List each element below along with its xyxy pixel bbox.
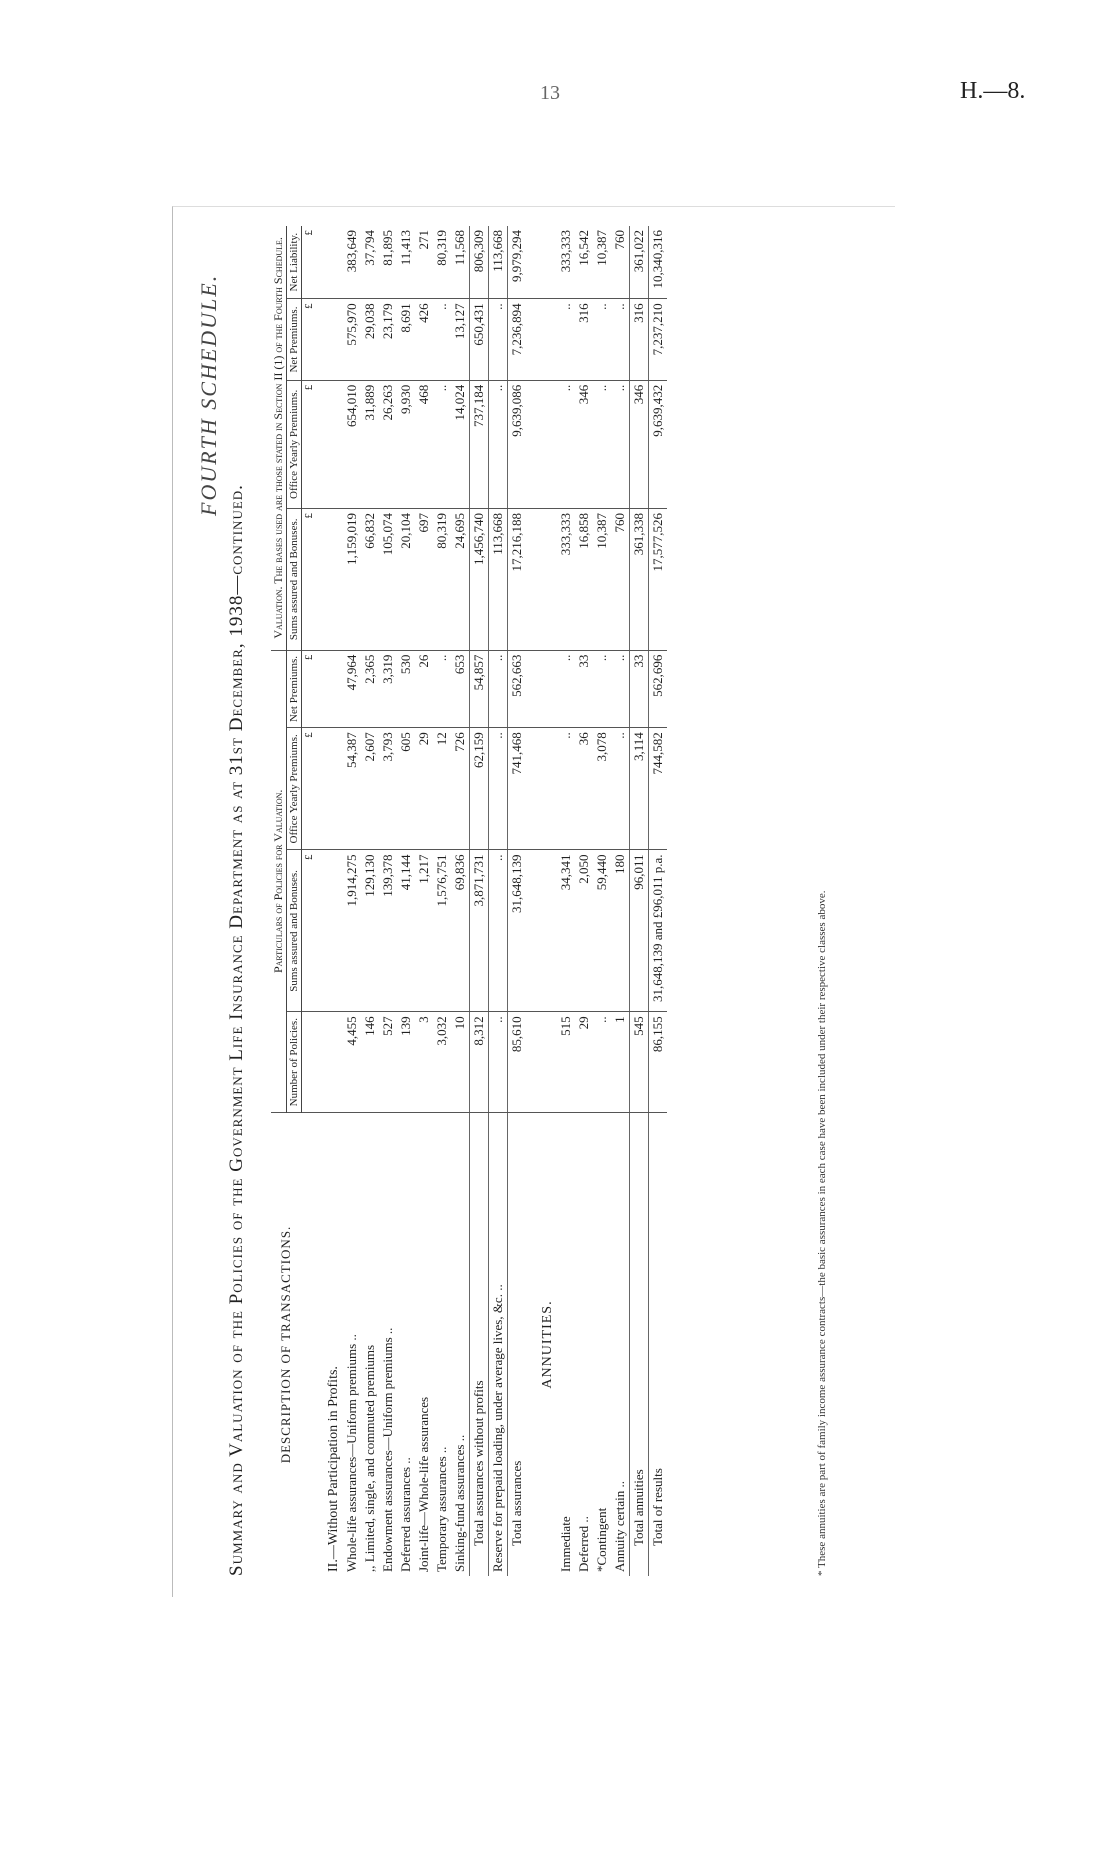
cell-value: 7,237,210 (649, 299, 668, 380)
cell-value: .. (593, 380, 611, 508)
cell-value: 316 (630, 299, 649, 380)
cell-value: 316 (575, 299, 593, 380)
cell-value: .. (433, 380, 451, 508)
annuities-title: ANNUITIES. (540, 1300, 556, 1389)
row-label: Total assurances without profits (470, 1113, 489, 1577)
cell-value: 16,858 (575, 508, 593, 650)
table-row (361, 226, 379, 1576)
table-row (379, 226, 397, 1576)
table-row (433, 226, 451, 1576)
row-label: Total annuities (630, 1113, 649, 1577)
cell-value: 383,649 (343, 226, 361, 299)
col-sums-assured: Sums assured and Bonuses. (287, 850, 302, 1012)
cell-value: 31,648,139 and £96,011 p.a. (649, 850, 668, 1012)
cell-value: 9,979,294 (508, 226, 527, 299)
cell-value: 10 (451, 1012, 470, 1113)
cell-value: 17,216,188 (508, 508, 527, 650)
cell-value: 9,930 (397, 380, 415, 508)
cell-value: 66,832 (361, 508, 379, 650)
cell-value: 605 (397, 728, 415, 850)
row-label: Total assurances (508, 1113, 527, 1577)
cell-value: 361,338 (630, 508, 649, 650)
total-row (630, 226, 649, 1576)
table-row (593, 226, 611, 1576)
cell-value: 29 (575, 1012, 593, 1113)
cell-value: 333,333 (557, 508, 575, 650)
cell-value: 10,387 (593, 508, 611, 650)
cell-value: 129,130 (361, 850, 379, 1012)
cell-value: 31,889 (361, 380, 379, 508)
cell-value: .. (593, 299, 611, 380)
cell-value: 562,663 (508, 650, 527, 728)
cell-value: 13,127 (451, 299, 470, 380)
cell-value: .. (611, 380, 630, 508)
cell-value: 33 (630, 650, 649, 728)
cell-value: 29 (415, 728, 433, 850)
cell-value: 37,794 (361, 226, 379, 299)
table-row (611, 226, 630, 1576)
section-title: II.—Without Participation in Profits. (326, 1366, 342, 1572)
cell-value: 14,024 (451, 380, 470, 508)
schedule-label: FOURTH SCHEDULE. (196, 273, 221, 516)
cell-value: 3,032 (433, 1012, 451, 1113)
cell-value: 806,309 (470, 226, 489, 299)
cell-value: 760 (611, 226, 630, 299)
table-body (302, 226, 668, 1576)
cell-value: .. (557, 299, 575, 380)
cell-value: 3,114 (630, 728, 649, 850)
cell-value: 31,648,139 (508, 850, 527, 1012)
cell-value: 113,668 (489, 226, 508, 299)
cell-value: .. (557, 650, 575, 728)
cell-value: 62,159 (470, 728, 489, 850)
cell-value: 653 (451, 650, 470, 728)
cell-value: 1,217 (415, 850, 433, 1012)
row-label: Deferred assurances .. (398, 1457, 414, 1572)
cell-value: 146 (361, 1012, 379, 1113)
page-number: 13 (540, 82, 560, 104)
currency-symbol: £ (302, 299, 317, 380)
cell-value: 96,011 (630, 850, 649, 1012)
cell-value: 515 (557, 1012, 575, 1113)
cell-value: 10,387 (593, 226, 611, 299)
cell-value: .. (593, 650, 611, 728)
row-label: Immediate (558, 1516, 574, 1572)
cell-value: .. (611, 728, 630, 850)
cell-value: 1 (611, 1012, 630, 1113)
cell-value: 4,455 (343, 1012, 361, 1113)
table-row (451, 226, 470, 1576)
col-number-policies: Number of Policies. (287, 1012, 302, 1113)
document-code: H.—8. (960, 78, 1026, 104)
table-row (557, 226, 575, 1576)
particulars-group-header: Particulars of Policies for Valuation. (271, 650, 287, 1112)
cell-value: 105,074 (379, 508, 397, 650)
cell-value: 2,365 (361, 650, 379, 728)
cell-value: 562,696 (649, 650, 668, 728)
cell-value: 468 (415, 380, 433, 508)
cell-value: 41,144 (397, 850, 415, 1012)
cell-value: 545 (630, 1012, 649, 1113)
row-label: Whole-life assurances—Uniform premiums .. (344, 1334, 360, 1572)
cell-value: 426 (415, 299, 433, 380)
cell-value: 81,895 (379, 226, 397, 299)
col-val-net-premiums: Net Premiums. (287, 299, 302, 380)
cell-value: 16,542 (575, 226, 593, 299)
cell-value: 12 (433, 728, 451, 850)
row-label: Joint-life—Whole-life assurances (416, 1396, 432, 1572)
valuation-group-header: Valuation. The bases used are those stated in Section II (1) of the Fourth Schedule. (271, 226, 287, 650)
cell-value: 346 (630, 380, 649, 508)
currency-row (302, 226, 317, 1576)
cell-value: 697 (415, 508, 433, 650)
col-val-office-premiums: Office Yearly Premiums. (287, 380, 302, 508)
currency-symbol: £ (302, 650, 317, 728)
cell-value: 33 (575, 650, 593, 728)
cell-value: 86,155 (649, 1012, 668, 1113)
row-label: Reserve for prepaid loading, under average lives, &c. .. (489, 1113, 508, 1577)
cell-value: .. (489, 650, 508, 728)
cell-value: 80,319 (433, 226, 451, 299)
grand-total-row (649, 226, 668, 1576)
cell-value: 113,668 (489, 508, 508, 650)
cell-value: 69,836 (451, 850, 470, 1012)
table-row (343, 226, 361, 1576)
cell-value: .. (557, 380, 575, 508)
cell-value: 271 (415, 226, 433, 299)
cell-value: 10,340,316 (649, 226, 668, 299)
cell-value: 36 (575, 728, 593, 850)
cell-value: 26,263 (379, 380, 397, 508)
cell-value: 1,576,751 (433, 850, 451, 1012)
cell-value: 9,639,432 (649, 380, 668, 508)
cell-value: .. (611, 650, 630, 728)
cell-value: 139 (397, 1012, 415, 1113)
col-val-sums-assured: Sums assured and Bonuses. (287, 508, 302, 650)
cell-value: 11,413 (397, 226, 415, 299)
cell-value: 3,871,731 (470, 850, 489, 1012)
col-net-premiums: Net Premiums. (287, 650, 302, 728)
cell-value: 26 (415, 650, 433, 728)
cell-value: .. (489, 299, 508, 380)
cell-value: 23,179 (379, 299, 397, 380)
col-office-premiums: Office Yearly Premiums. (287, 728, 302, 850)
annuities-title-row (526, 226, 557, 1576)
cell-value: .. (557, 728, 575, 850)
currency-symbol: £ (302, 380, 317, 508)
cell-value: 744,582 (649, 728, 668, 850)
cell-value: 8,691 (397, 299, 415, 380)
cell-value: 85,610 (508, 1012, 527, 1113)
cell-value: 24,695 (451, 508, 470, 650)
cell-value: 54,857 (470, 650, 489, 728)
cell-value: 575,970 (343, 299, 361, 380)
cell-value: .. (611, 299, 630, 380)
cell-value: 47,964 (343, 650, 361, 728)
cell-value: 139,378 (379, 850, 397, 1012)
cell-value: 346 (575, 380, 593, 508)
cell-value: 2,607 (361, 728, 379, 850)
cell-value: 527 (379, 1012, 397, 1113)
currency-symbol: £ (302, 850, 317, 1012)
cell-value: 29,038 (361, 299, 379, 380)
rotated-schedule-sheet (176, 206, 894, 1596)
cell-value: 1,456,740 (470, 508, 489, 650)
cell-value: 760 (611, 508, 630, 650)
row-label: Endowment assurances—Uniform premiums .. (380, 1327, 396, 1572)
cell-value: 3 (415, 1012, 433, 1113)
cell-value: 2,050 (575, 850, 593, 1012)
cell-value: 59,440 (593, 850, 611, 1012)
row-label: Deferred .. (576, 1516, 592, 1572)
row-label: Total of results (649, 1113, 668, 1577)
table-row (397, 226, 415, 1576)
cell-value: .. (489, 380, 508, 508)
cell-value: 654,010 (343, 380, 361, 508)
col-net-liability: Net Liability. (287, 226, 302, 299)
cell-value: 8,312 (470, 1012, 489, 1113)
reserve-row (489, 226, 508, 1576)
cell-value: 11,568 (451, 226, 470, 299)
cell-value: 650,431 (470, 299, 489, 380)
currency-symbol: £ (302, 728, 317, 850)
cell-value: 1,159,019 (343, 508, 361, 650)
cell-value: 180 (611, 850, 630, 1012)
footnote: * These annuities are part of family income assurance contracts—the basic assurances in each case have been included under their respective classes above. (816, 890, 828, 1576)
cell-value: 530 (397, 650, 415, 728)
cell-value: 741,468 (508, 728, 527, 850)
cell-value: 1,914,275 (343, 850, 361, 1012)
cell-value: 737,184 (470, 380, 489, 508)
cell-value: 54,387 (343, 728, 361, 850)
cell-value: 17,577,526 (649, 508, 668, 650)
cell-value: .. (489, 850, 508, 1012)
valuation-table (271, 226, 667, 1576)
table-row (415, 226, 433, 1576)
currency-symbol: £ (302, 226, 317, 299)
cell-value: 9,639,086 (508, 380, 527, 508)
cell-value: 3,793 (379, 728, 397, 850)
cell-value: 3,078 (593, 728, 611, 850)
cell-value: .. (433, 650, 451, 728)
cell-value: 20,104 (397, 508, 415, 650)
row-label: *Contingent (594, 1507, 610, 1572)
currency-symbol: £ (302, 508, 317, 650)
cell-value: .. (489, 728, 508, 850)
table-row (575, 226, 593, 1576)
cell-value: 3,319 (379, 650, 397, 728)
cell-value: 34,341 (557, 850, 575, 1012)
page-title: Summary and Valuation of the Policies of the Government Life Insurance Department as at 31st December, 1938—continued. (226, 484, 247, 1576)
row-label: Annuity certain .. (612, 1481, 628, 1572)
section-title-row (316, 226, 343, 1576)
cell-value: 361,022 (630, 226, 649, 299)
row-label: Temporary assurances .. (434, 1446, 450, 1572)
cell-value: 80,319 (433, 508, 451, 650)
cell-value: .. (593, 1012, 611, 1113)
row-label: ,, Limited, single, and commuted premiums (362, 1344, 378, 1572)
total-row (508, 226, 527, 1576)
cell-value: 7,236,894 (508, 299, 527, 380)
cell-value: .. (433, 299, 451, 380)
cell-value: .. (489, 1012, 508, 1113)
description-header: DESCRIPTION OF TRANSACTIONS. (278, 1225, 294, 1464)
row-label: Sinking-fund assurances .. (452, 1434, 468, 1572)
cell-value: 726 (451, 728, 470, 850)
total-row (470, 226, 489, 1576)
cell-value: 333,333 (557, 226, 575, 299)
